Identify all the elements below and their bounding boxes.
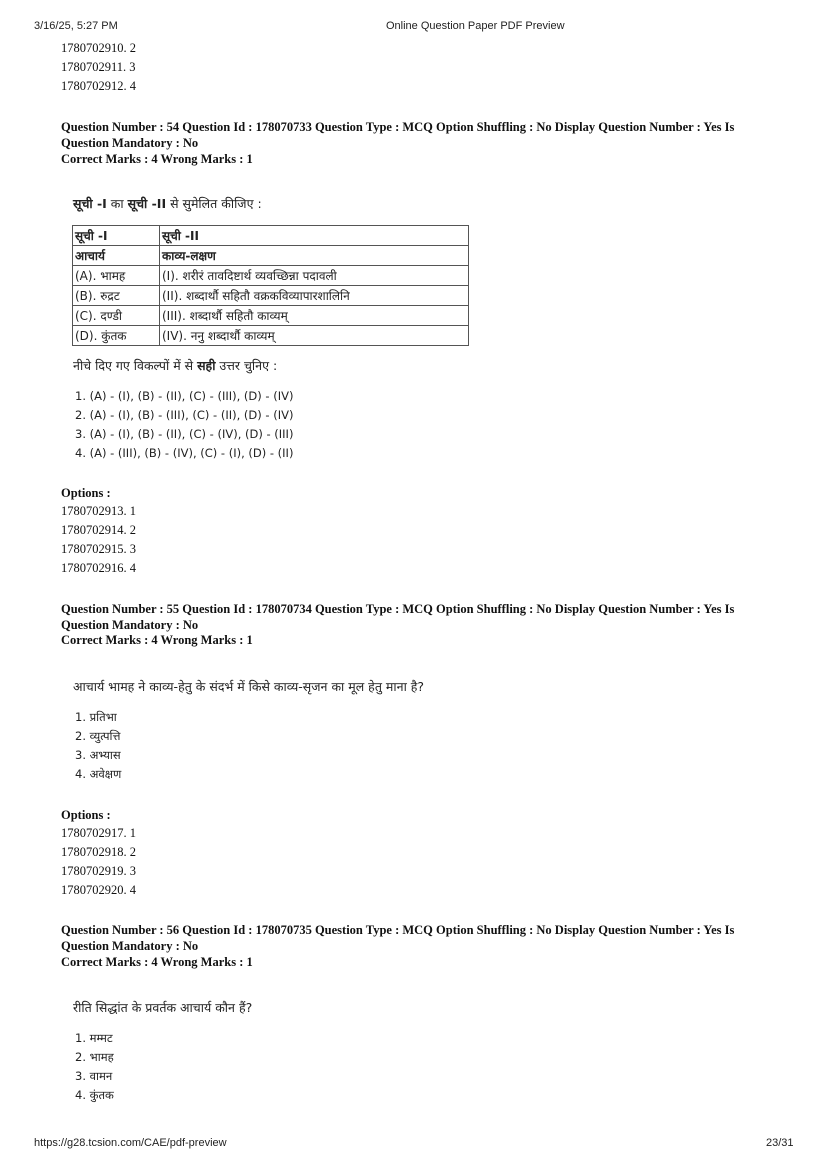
table-cell: काव्य-लक्षण — [160, 246, 469, 266]
marks-meta: Correct Marks : 4 Wrong Marks : 1 — [61, 955, 253, 969]
print-title: Online Question Paper PDF Preview — [386, 20, 565, 32]
options-label: Options : — [61, 486, 111, 500]
question-prompt — [73, 195, 262, 212]
option-id: 1780702917. 1 — [61, 826, 136, 840]
option-id: 1780702919. 3 — [61, 864, 136, 878]
option-id: 1780702920. 4 — [61, 883, 136, 897]
table-row — [73, 266, 469, 286]
answer-choice: 1. प्रतिभा — [75, 710, 117, 724]
answer-choice: 1. (A) - (I), (B) - (II), (C) - (III), (D) - (IV) — [75, 389, 294, 403]
print-url: https://g28.tcsion.com/CAE/pdf-preview — [34, 1137, 227, 1149]
table-row — [73, 286, 469, 306]
table-cell: (IV). ननु शब्दार्थौ काव्यम् — [160, 326, 469, 346]
question-meta: Question Number : 55 Question Id : 178070734 Question Type : MCQ Option Shuffling : No Display Question Number : Yes Is Question Mandatory : No — [61, 602, 735, 632]
table-cell: सूची -I — [73, 226, 160, 246]
answer-choice: 3. (A) - (I), (B) - (II), (C) - (IV), (D) - (III) — [75, 427, 294, 441]
answer-choice: 2. भामह — [75, 1050, 114, 1064]
option-id: 1780702916. 4 — [61, 561, 136, 575]
marks-meta: Correct Marks : 4 Wrong Marks : 1 — [61, 633, 253, 647]
options-label: Options : — [61, 808, 111, 822]
answer-choice: 1. मम्मट — [75, 1031, 113, 1045]
answer-choice: 3. अभ्यास — [75, 748, 121, 762]
answer-choice: 4. कुंतक — [75, 1088, 114, 1102]
answer-choice: 4. (A) - (III), (B) - (IV), (C) - (I), (D) - (II) — [75, 446, 294, 460]
table-cell: (A). भामह — [73, 266, 160, 286]
answer-choice: 3. वामन — [75, 1069, 113, 1083]
answer-choice: 2. (A) - (I), (B) - (III), (C) - (II), (D) - (IV) — [75, 408, 294, 422]
table-cell: (III). शब्दार्थौ सहितौ काव्यम् — [160, 306, 469, 326]
prompt-list1: सूची -I — [73, 196, 107, 211]
prompt-instruction: से सुमेलित कीजिए : — [166, 196, 262, 211]
option-id: 1780702912. 4 — [61, 79, 136, 93]
print-page-number: 23/31 — [766, 1137, 794, 1149]
option-id: 1780702911. 3 — [61, 60, 136, 74]
question-meta: Question Number : 54 Question Id : 178070733 Question Type : MCQ Option Shuffling : No Display Question Number : Yes Is Question Mandatory : No — [61, 120, 735, 150]
table-header-row — [73, 226, 469, 246]
table-cell: सूची -II — [160, 226, 469, 246]
option-id: 1780702918. 2 — [61, 845, 136, 859]
prompt-list2: सूची -II — [127, 196, 167, 211]
choose-instruction — [73, 357, 277, 374]
table-row — [73, 306, 469, 326]
match-table — [72, 225, 469, 346]
option-id: 1780702910. 2 — [61, 41, 136, 55]
print-datetime: 3/16/25, 5:27 PM — [34, 20, 118, 32]
question-prompt: आचार्य भामह ने काव्य-हेतु के संदर्भ में किसे काव्य-सृजन का मूल हेतु माना है? — [73, 679, 425, 694]
table-cell: (I). शरीरं तावदिष्टार्थ व्यवच्छिन्ना पदावली — [160, 266, 469, 286]
table-cell: (II). शब्दार्थौ सहितौ वक्रकविव्यापारशालिनि — [160, 286, 469, 306]
table-cell: (B). रुद्रट — [73, 286, 160, 306]
table-cell: आचार्य — [73, 246, 160, 266]
option-id: 1780702913. 1 — [61, 504, 136, 518]
choose-text: नीचे दिए गए विकल्पों में से — [73, 358, 198, 373]
answer-choice: 2. व्युत्पत्ति — [75, 729, 121, 743]
answer-choice: 4. अवेक्षण — [75, 767, 122, 781]
table-subheader-row — [73, 246, 469, 266]
table-cell: (D). कुंतक — [73, 326, 160, 346]
choose-text-end: उत्तर चुनिए : — [215, 358, 278, 373]
option-id: 1780702915. 3 — [61, 542, 136, 556]
table-cell: (C). दण्डी — [73, 306, 160, 326]
choose-emphasis: सही — [197, 358, 216, 373]
option-id: 1780702914. 2 — [61, 523, 136, 537]
marks-meta: Correct Marks : 4 Wrong Marks : 1 — [61, 152, 253, 166]
table-row — [73, 326, 469, 346]
question-prompt: रीति सिद्धांत के प्रवर्तक आचार्य कौन हैं? — [73, 1000, 253, 1015]
prompt-connector: का — [106, 196, 128, 211]
question-meta: Question Number : 56 Question Id : 178070735 Question Type : MCQ Option Shuffling : No Display Question Number : Yes Is Question Mandatory : No — [61, 923, 735, 953]
